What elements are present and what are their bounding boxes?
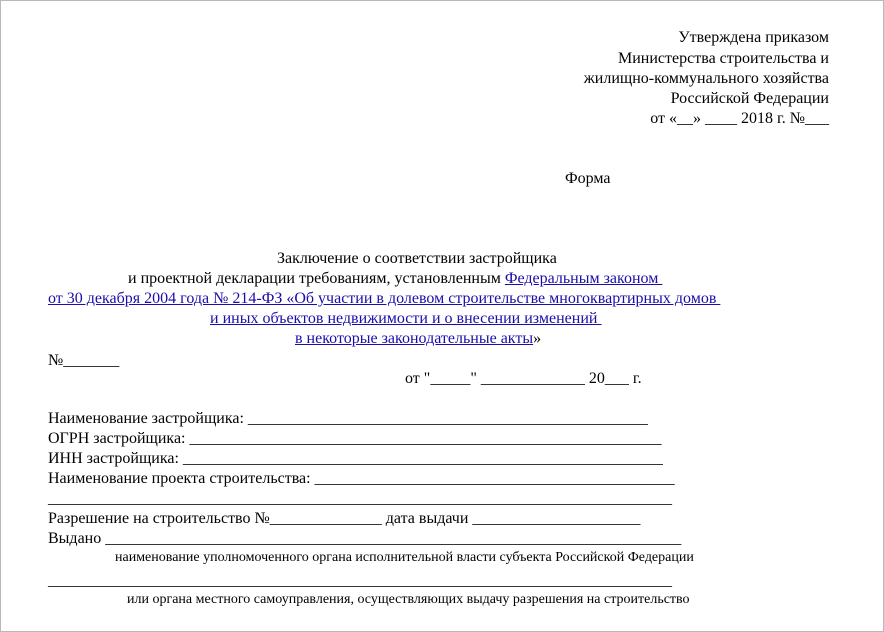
document-number: №_______	[48, 352, 120, 369]
federal-law-link[interactable]: Федеральным законом	[504, 270, 663, 287]
federal-law-link-line-5[interactable]: в некоторые законодательные акты	[295, 330, 534, 347]
document-date: от "_____" _____________ 20___ г.	[405, 370, 642, 387]
title-line-2-text: и проектной декларации требованиям, установленным	[128, 270, 505, 287]
issued-caption-2: или органа местного самоуправления, осуществляющих выдачу разрешения на строительство	[127, 592, 690, 607]
approval-line-1: Утверждена приказом	[678, 29, 829, 46]
ogrn-field: ОГРН застройщика: ___________________________________________________________	[48, 430, 662, 447]
issued-caption: наименование уполномоченного органа исполнительной власти субъекта Российской Федерации	[115, 550, 694, 565]
title-closing-quote: »	[533, 330, 542, 347]
inn-field: ИНН застройщика: ____________________________________________________________	[48, 450, 663, 467]
issued-field: Выдано ________________________________________________________________________	[48, 530, 682, 547]
title-line-3	[48, 289, 720, 309]
approval-line-3: жилищно-коммунального хозяйства	[583, 70, 829, 87]
blank-line-2: ______________________________________________________________________________	[48, 572, 672, 589]
permit-field: Разрешение на строительство №______________ дата выдачи _____________________	[48, 510, 641, 527]
federal-law-link-line-3[interactable]: от 30 декабря 2004 года № 214-ФЗ «Об участии в долевом строительстве многоквартирных домов	[48, 290, 721, 307]
title-line-2	[128, 269, 662, 289]
title-line-5	[295, 329, 541, 349]
approval-line-5: от «__» ____ 2018 г. №___	[650, 110, 829, 127]
developer-name-field: Наименование застройщика: __________________________________________________	[48, 410, 648, 427]
approval-line-4: Российской Федерации	[670, 90, 829, 107]
title-line-1: Заключение о соответствии застройщика	[277, 250, 557, 267]
approval-line-2: Министерства строительства и	[618, 50, 829, 67]
federal-law-link-line-4[interactable]: и иных объектов недвижимости и о внесении изменений	[210, 310, 602, 327]
form-label: Форма	[565, 170, 611, 187]
blank-line: ______________________________________________________________________________	[48, 490, 672, 507]
project-name-field: Наименование проекта строительства: _____________________________________________	[48, 470, 675, 487]
title-line-4	[210, 309, 601, 329]
